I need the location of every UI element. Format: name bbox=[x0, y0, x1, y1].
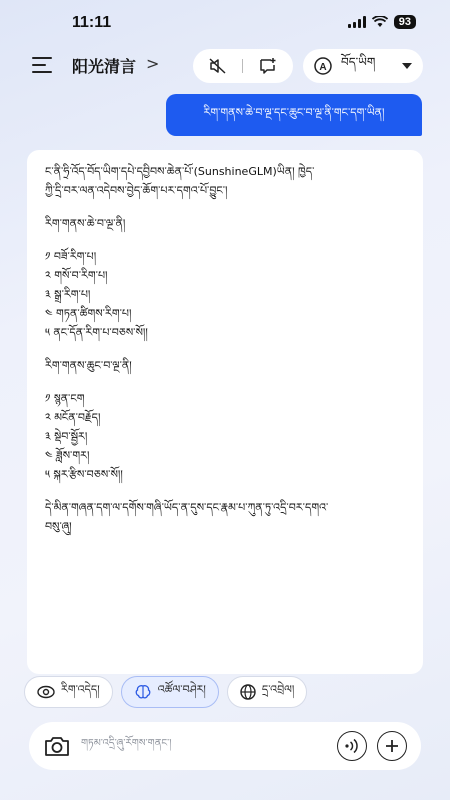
mode-chips bbox=[24, 676, 307, 708]
globe-icon bbox=[240, 684, 256, 700]
language-selector[interactable] bbox=[303, 49, 423, 83]
header bbox=[0, 46, 450, 86]
list-item: ༤ གཏན་ཚིགས་རིག་པ། bbox=[45, 307, 132, 320]
list-item: ༣ སྡེབ་སྦྱོར། bbox=[45, 430, 88, 443]
status-bar bbox=[0, 0, 450, 44]
wifi-icon bbox=[372, 16, 388, 28]
message-input-bar bbox=[29, 722, 421, 770]
list-item: ༢ གསོ་བ་རིག་པ། bbox=[45, 269, 108, 282]
message-input[interactable]: གཏམ་འདྲི་ཞུ་རོགས་གནང་། bbox=[81, 738, 172, 749]
new-chat-icon[interactable] bbox=[258, 56, 278, 76]
assistant-answer-card bbox=[27, 150, 423, 674]
chip-reasoning[interactable] bbox=[24, 676, 113, 708]
status-icons bbox=[348, 15, 416, 29]
chip-label: འཚོལ་བཤེར། bbox=[157, 682, 206, 696]
chevron-right-icon[interactable]: > bbox=[146, 54, 160, 73]
status-time: 11:11 bbox=[72, 14, 112, 31]
plus-icon bbox=[384, 738, 400, 754]
add-button[interactable] bbox=[377, 731, 407, 761]
chip-search[interactable] bbox=[121, 676, 219, 708]
eye-icon bbox=[37, 685, 55, 699]
brain-icon bbox=[134, 684, 152, 700]
list-item: ༡ སྙན་ངག bbox=[45, 392, 85, 405]
page-title[interactable]: 阳光清言 bbox=[72, 57, 137, 76]
list-item: ༥ སྐར་རྩིས་བཅས་སོ།། bbox=[45, 468, 123, 481]
pill-divider bbox=[242, 59, 243, 73]
action-pill bbox=[193, 49, 293, 83]
chip-web[interactable] bbox=[227, 676, 308, 708]
chip-label: དྲ་འབྲེལ། bbox=[261, 682, 295, 696]
answer-closing-line-1: དེ་མིན་གཞན་དག་ལ་དགོས་གཞི་ཡོད་ན་དུས་དང་རྣམ་པ་ཀུན་ཏུ་འདྲི་བར་དགའ་ bbox=[45, 501, 329, 514]
list-item: ༢ མངོན་བརྗོད། bbox=[45, 411, 101, 424]
minor-sciences-heading: རིག་གནས་ཆུང་བ་ལྔ་ནི། bbox=[45, 359, 132, 372]
battery-indicator: 93 bbox=[394, 15, 416, 29]
chevron-down-icon bbox=[401, 62, 413, 70]
chip-label: རིག་འདེད། bbox=[61, 682, 100, 696]
major-sciences-heading: རིག་གནས་ཆེ་བ་ལྔ་ནི། bbox=[45, 217, 126, 230]
list-item: ༡ བཟོ་རིག་པ། bbox=[45, 250, 97, 263]
menu-icon[interactable] bbox=[32, 55, 54, 75]
answer-closing-line-2: བསུ་ཞུ། bbox=[45, 520, 72, 533]
list-item: ༥ ནང་དོན་རིག་པ་བཅས་སོ།། bbox=[45, 326, 148, 339]
camera-icon[interactable] bbox=[43, 734, 71, 758]
svg-text:A: A bbox=[319, 62, 327, 73]
answer-intro-line-2: ཀྱི་དྲི་བར་ལན་འདེབས་བྱེད་ཆོག་པར་དགའ་པོ་བྱུང་། bbox=[45, 184, 228, 197]
list-item: ༤ ཟློས་གར། bbox=[45, 449, 90, 462]
voice-button[interactable] bbox=[337, 731, 367, 761]
user-message-bubble bbox=[166, 94, 422, 136]
translate-icon bbox=[313, 56, 333, 76]
answer-intro-line-1: ང་ནི་ཧྲི་འོད་བོད་ཡིག་དཔེ་དབྱིབས་ཆེན་པོ་(SunshineGLM)ཡིན། ཁྱེད་ bbox=[45, 165, 315, 178]
language-label: བོད་ཡིག bbox=[341, 55, 376, 69]
voice-wave-icon bbox=[343, 738, 361, 754]
signal-icon bbox=[348, 16, 366, 28]
user-message-text: རིག་གནས་ཆེ་བ་ལྔ་དང་ཆུང་བ་ལྔ་ནི་གང་དག་ཡིན། bbox=[203, 105, 385, 119]
speaker-muted-icon[interactable] bbox=[208, 56, 228, 76]
list-item: ༣ སྒྲ་རིག་པ། bbox=[45, 288, 91, 301]
